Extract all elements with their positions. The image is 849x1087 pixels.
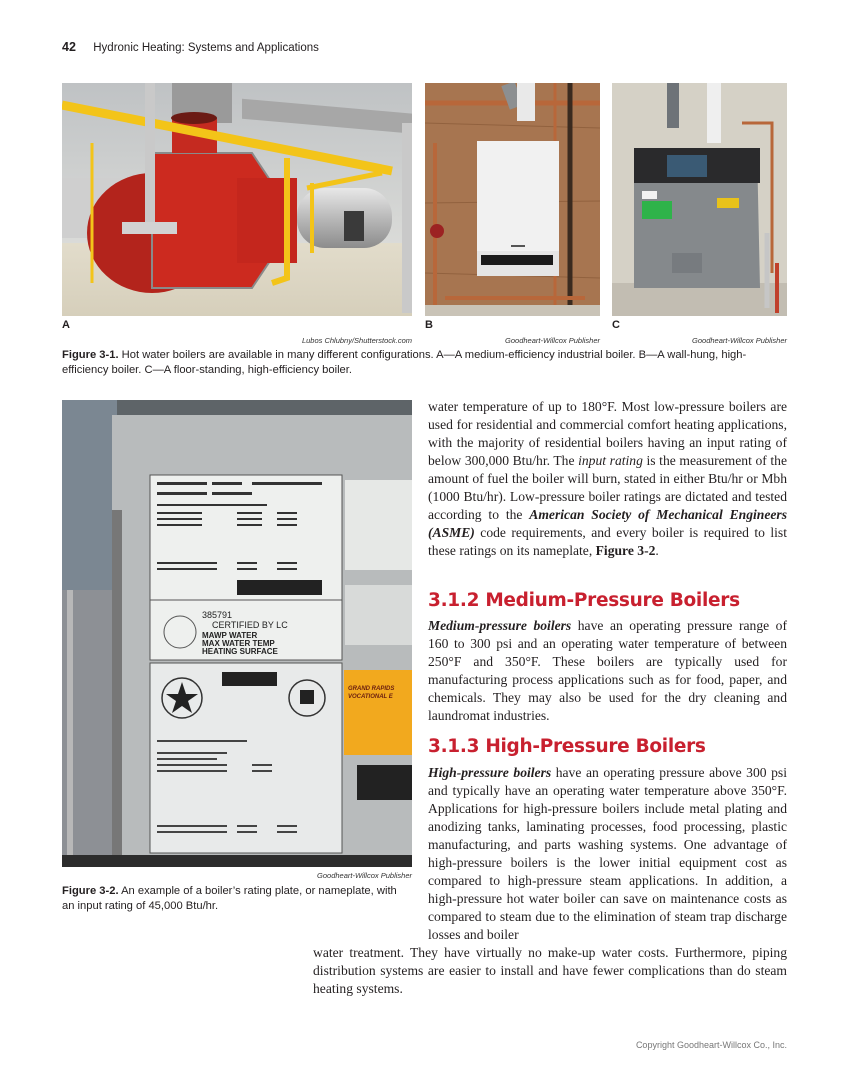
paragraph-high-pressure: High-pressure boilers have an operating pressure above 300 psi and typically have an operating water temperature above 350°F. Applications for high-pressure boilers include metal plating and anodizing tanks, laminating processes, food processing, plastic manufacturing, and parts washing systems. One advantage of high-pressure boilers is the lower initial equipment cost as compared to high-pressure steam applications. In addition, a high-pressure hot water boiler can save on maintenance costs as compared to steam due to the elimination of steam trap discharge losses and boiler <box>428 765 787 942</box>
paragraph-medium-pressure: Medium-pressure boilers have an operating pressure range of 160 to 300 psi and an operating water temperature of between 250°F and 350°F. These boilers are typically used for manufacturing process applications such as for food, paper, and chemicals. They may also be used for the dry cleaning and laundromat industries. <box>428 618 787 723</box>
photo-credit-a: Lubos Chlubny/Shutterstock.com <box>301 336 412 345</box>
svg-text:VOCATIONAL E: VOCATIONAL E <box>348 694 393 700</box>
page-number: 42 <box>62 40 76 54</box>
figure-3-2-caption <box>62 884 412 914</box>
figure-3-1-label: Figure 3-1. <box>62 349 119 361</box>
figure-label-b: B <box>425 319 433 331</box>
running-header <box>62 40 319 54</box>
figure-3-2-label: Figure 3-2. <box>62 885 119 897</box>
figure-3-1-photo-a <box>62 83 412 316</box>
photo-credit-b: Goodheart-Willcox Publisher <box>505 336 600 345</box>
term-input-rating: input rating <box>578 453 643 468</box>
term-medium-pressure-boilers: Medium-pressure boilers <box>428 618 572 633</box>
figure-3-2-reference: Figure 3-2 <box>595 543 656 558</box>
figure-3-2-caption-text: An example of a boiler’s rating plate, or nameplate, with an input rating of 45,000 Btu/hr. <box>62 885 397 912</box>
svg-text:CERTIFIED BY LC: CERTIFIED BY LC <box>212 620 288 630</box>
term-high-pressure-boilers: High-pressure boilers <box>428 765 552 780</box>
figure-3-1-photo-b <box>425 83 600 316</box>
industrial-boiler-image <box>62 83 412 316</box>
svg-text:HEATING SURFACE: HEATING SURFACE <box>202 647 278 656</box>
figure-3-1-photo-c <box>612 83 787 316</box>
floor-standing-boiler-image <box>612 83 787 316</box>
figure-label-c: C <box>612 319 620 331</box>
svg-text:MAX WATER TEMP: MAX WATER TEMP <box>202 639 275 648</box>
photo-credit-c: Goodheart-Willcox Publisher <box>692 336 787 345</box>
section-heading-3-1-3: 3.1.3 High-Pressure Boilers <box>428 736 706 757</box>
svg-text:385791: 385791 <box>202 610 233 620</box>
book-title: Hydronic Heating: Systems and Applications <box>93 42 319 54</box>
boiler-nameplate-image <box>62 400 412 867</box>
copyright-footer: Copyright Goodheart-Willcox Co., Inc. <box>635 1040 787 1050</box>
section-heading-3-1-2: 3.1.2 Medium-Pressure Boilers <box>428 590 740 611</box>
photo-credit-figure-3-2: Goodheart-Willcox Publisher <box>317 871 412 880</box>
paragraph-low-pressure: water temperature of up to 180°F. Most low-pressure boilers are used for residential and commercial comfort heating applications, with the majority of residential boilers having an input rating of below 300,000 Btu/hr. The input rating is the measurement of the amount of fuel the boiler will burn, stated in either Btu/hr or Mbh (1000 Btu/hr). Low-pressure boiler ratings are dictated and tested according to the American Society of Mechanical Engineers (ASME) code requirements, and every boiler is required to list these ratings on its nameplate, Figure 3-2. <box>428 399 788 558</box>
term-asme: American Society of Mechanical Engineers (ASME) <box>428 507 787 540</box>
figure-3-1-caption-text: Hot water boilers are available in many different configurations. A—A medium-efficiency industrial boiler. B—A wall-hung, high-efficiency boiler. C—A floor-standing, high-efficiency boiler. <box>62 349 747 376</box>
figure-3-1-caption <box>62 348 792 378</box>
svg-text:GRAND RAPIDS: GRAND RAPIDS <box>348 686 395 692</box>
figure-3-2-photo <box>62 400 412 867</box>
figure-label-a: A <box>62 319 70 331</box>
svg-text:MAWP WATER: MAWP WATER <box>202 631 258 640</box>
paragraph-high-pressure-continued: water treatment. They have virtually no make-up water costs. Furthermore, piping distribution systems are easier to install and have fewer complications than do steam heating systems. <box>313 945 787 996</box>
wall-hung-boiler-image <box>425 83 600 316</box>
